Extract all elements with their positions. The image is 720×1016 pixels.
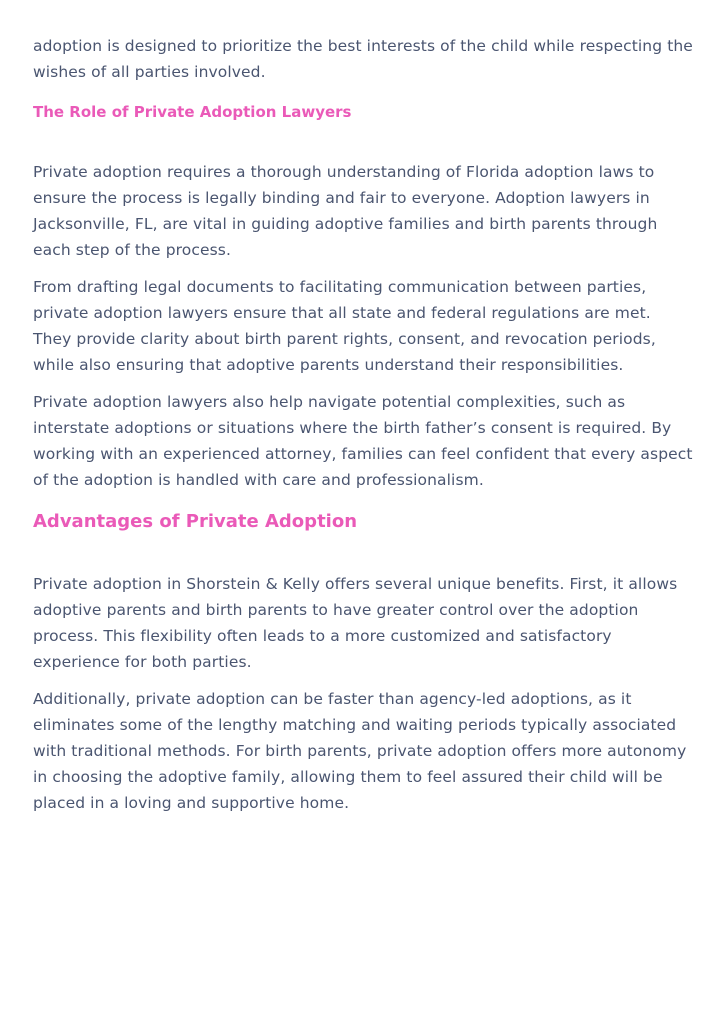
section-heading-advantages: Advantages of Private Adoption — [33, 511, 358, 532]
intro-paragraph: adoption is designed to prioritize the best interests of the child while respecting the wishes of all parties involved. — [33, 37, 693, 81]
body-paragraph: Private adoption in Shorstein & Kelly offers several unique benefits. First, it allows adoptive parents and birth parents to have greater control over the adoption process. This flexibility often leads to a more customized and satisfactory experience for both parties. — [33, 575, 678, 671]
body-paragraph: From drafting legal documents to facilitating communication between parties, private adoption lawyers ensure that all state and federal regulations are met. They provide clarity about birth parent rights, consent, and revocation periods, while also ensuring that adoptive parents understand their responsibilities. — [33, 278, 656, 374]
document-page — [33, 33, 693, 816]
body-paragraph: Additionally, private adoption can be faster than agency-led adoptions, as it eliminates some of the lengthy matching and waiting periods typically associated with traditional methods. For birth parents, private adoption offers more autonomy in choosing the adoptive family, allowing them to feel assured their child will be placed in a loving and supportive home. — [33, 690, 687, 812]
section-heading-role-of-lawyers: The Role of Private Adoption Lawyers — [33, 103, 352, 121]
body-paragraph: Private adoption requires a thorough understanding of Florida adoption laws to ensure the process is legally binding and fair to everyone. Adoption lawyers in Jacksonville, FL, are vital in guiding adoptive families and birth parents through each step of the process. — [33, 163, 658, 259]
body-paragraph: Private adoption lawyers also help navigate potential complexities, such as interstate adoptions or situations where the birth father’s consent is required. By working with an experienced attorney, families can feel confident that every aspect of the adoption is handled with care and professionalism. — [33, 393, 693, 489]
